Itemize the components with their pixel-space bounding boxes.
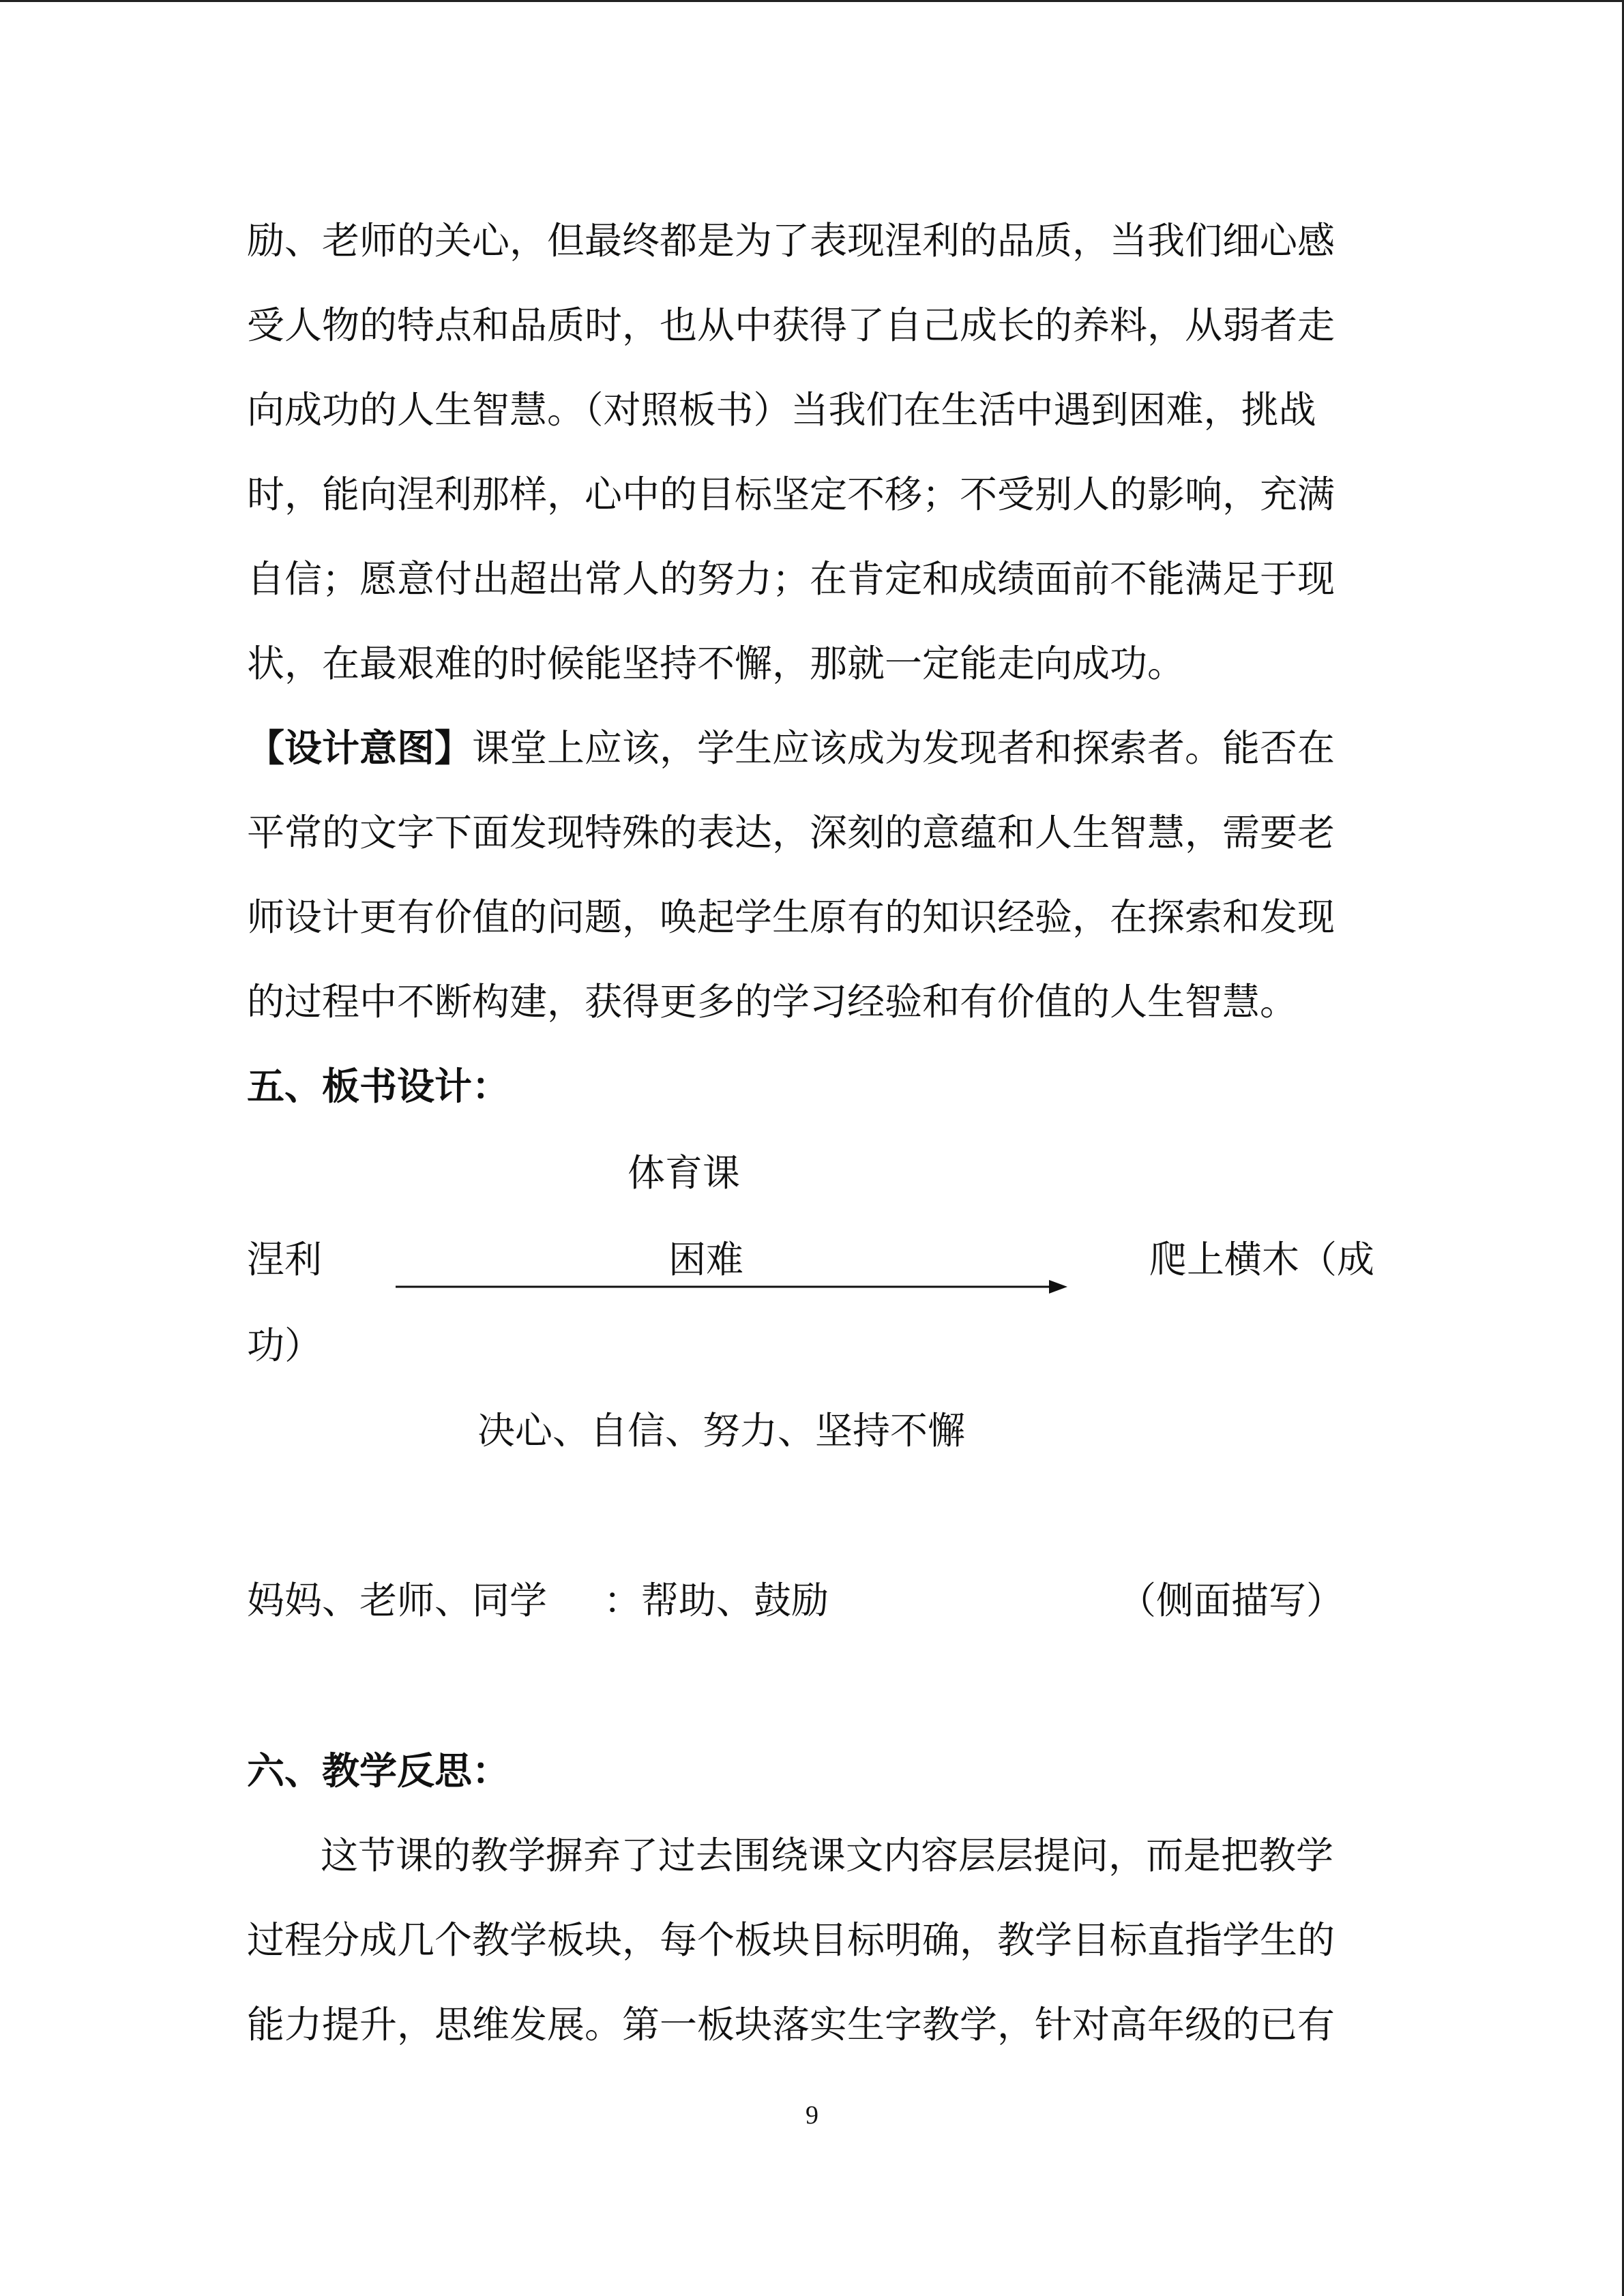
board-left-label: 涅利 bbox=[247, 1238, 323, 1281]
board-right-label-wrap: 功） bbox=[247, 1324, 323, 1367]
paragraph-line: 励、老师的关心，但最终都是为了表现涅利的品质，当我们细心感 bbox=[247, 219, 1335, 263]
design-intent-line: 师设计更有价值的问题，唤起学生原有的知识经验，在探索和发现 bbox=[247, 895, 1335, 939]
design-intent-text: 课堂上应该，学生应该成为发现者和探索者。能否在 bbox=[472, 726, 1335, 770]
section-heading-reflection: 六、教学反思： bbox=[247, 1748, 510, 1793]
design-intent-line: 的过程中不断构建，获得更多的学习经验和有价值的人生智慧。 bbox=[247, 980, 1298, 1024]
section-heading-board-design: 五、板书设计： bbox=[247, 1064, 510, 1108]
page-number: 9 bbox=[806, 2101, 818, 2130]
paragraph-line: 时，能向涅利那样，心中的目标坚定不移；不受别人的影响，充满 bbox=[247, 473, 1335, 516]
paragraph-line: 受人物的特点和品质时，也从中获得了自己成长的养料，从弱者走 bbox=[247, 303, 1335, 347]
board-arrow bbox=[396, 1277, 1067, 1297]
board-top-label: 体育课 bbox=[628, 1151, 741, 1195]
board-people-label: 妈妈、老师、同学 bbox=[247, 1579, 548, 1622]
design-intent-line: 平常的文字下面发现特殊的表达，深刻的意蕴和人生智慧，需要老 bbox=[247, 811, 1335, 854]
board-people-action: ：帮助、鼓励 bbox=[604, 1579, 829, 1622]
paragraph-line: 状，在最艰难的时候能坚持不懈，那就一定能走向成功。 bbox=[247, 642, 1185, 685]
design-intent-first-line bbox=[247, 724, 1335, 772]
reflection-line: 这节课的教学摒弃了过去围绕课文内容层层提问，而是把教学 bbox=[321, 1834, 1334, 1877]
board-right-label: 爬上横木（成 bbox=[1149, 1238, 1375, 1281]
paragraph-line: 向成功的人生智慧。（对照板书）当我们在生活中遇到困难，挑战 bbox=[247, 388, 1316, 432]
reflection-line: 过程分成几个教学板块，每个板块目标明确，教学目标直指学生的 bbox=[247, 1918, 1335, 1962]
board-bottom-label: 决心、自信、努力、坚持不懈 bbox=[477, 1409, 966, 1452]
board-side-note: （侧面描写） bbox=[1119, 1579, 1344, 1622]
paragraph-line: 自信；愿意付出超出常人的努力；在肯定和成绩面前不能满足于现 bbox=[247, 557, 1335, 601]
board-middle-label: 困难 bbox=[668, 1238, 744, 1281]
reflection-line: 能力提升，思维发展。第一板块落实生字教学，针对高年级的已有 bbox=[247, 2003, 1335, 2046]
design-intent-label: 【设计意图】 bbox=[247, 726, 473, 770]
page-border-top bbox=[0, 0, 1624, 2]
